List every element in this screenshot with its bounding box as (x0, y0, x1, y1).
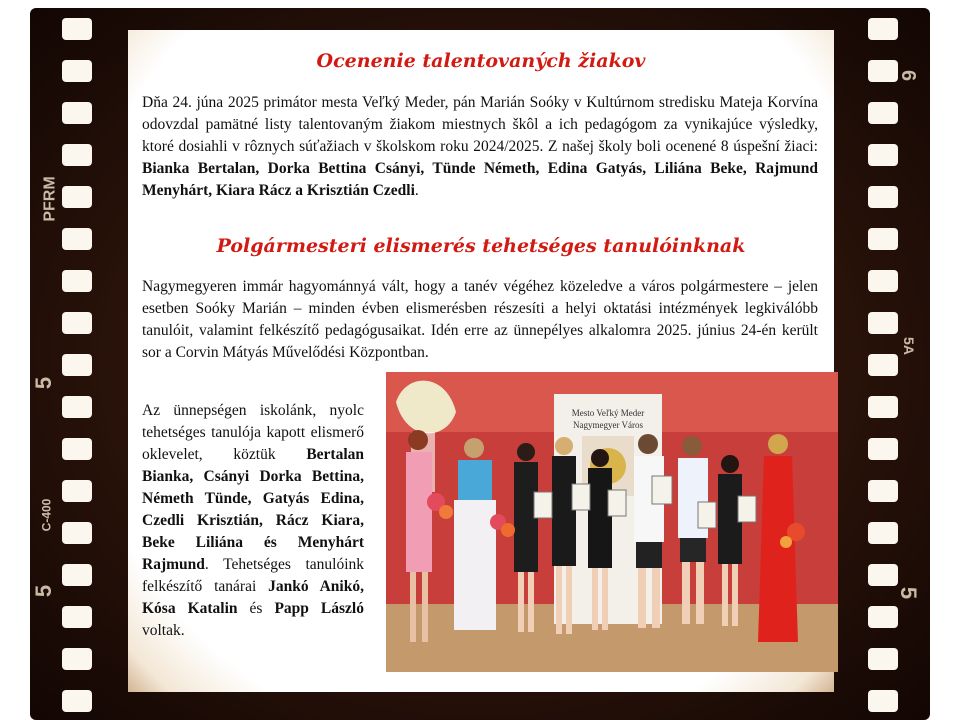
film-edge-left (30, 8, 120, 720)
sprocket-hole (868, 396, 898, 418)
slovak-student-names: Bianka Bertalan, Dorka Bettina Csányi, Tünde Németh, Edina Gatyás, Liliána Beke, Rajmund Menyhárt, Kiara Rácz a Krisztián Czedli (142, 160, 818, 199)
sprocket-hole (868, 690, 898, 712)
sprocket-hole (868, 354, 898, 376)
sprocket-hole (62, 396, 92, 418)
hungarian-side-paragraph (142, 400, 364, 642)
sprocket-hole (868, 522, 898, 544)
sprocket-hole (868, 18, 898, 40)
slovak-body-end: . (414, 182, 419, 199)
sprocket-hole (62, 480, 92, 502)
sprocket-hole (62, 144, 92, 166)
film-mark: C-400 (39, 498, 54, 532)
sprocket-hole (868, 438, 898, 460)
sprocket-hole (868, 228, 898, 250)
sprocket-hole (62, 690, 92, 712)
side-text: voltak. (142, 622, 185, 639)
sprocket-hole (868, 564, 898, 586)
sprocket-hole (62, 648, 92, 670)
hungarian-paragraph: Nagymegyeren immár hagyománnyá vált, hogy a tanév végéhez közeledve a város polgármestere – jelen esetben Soóky Marián – minden évben elismerésben részesíti a helyi oktatási intézmények legkiválóbb tanulóit, valamint felkészítő pedagógusaikat. Idén erre az ünnepélyes alkalomra 2025. június 24-én került sor a Corvin Mátyás Művelődési Központban. (142, 278, 818, 361)
sprocket-hole (62, 270, 92, 292)
sprocket-hole (62, 606, 92, 628)
sprocket-hole (868, 648, 898, 670)
sprocket-hole (62, 354, 92, 376)
sprocket-hole (62, 438, 92, 460)
film-mark: 5 (896, 586, 922, 600)
slovak-body-text: Dňa 24. júna 2025 primátor mesta Veľký Meder, pán Marián Soóky v Kultúrnom stredisku Mateja Korvína odovzdal pamätné listy talentovaným žiakom miestnych škôl a ich pedagógom za vynikajúce výsledky, ktoré dosiahli v rôznych súťažiach v školskom roku 2024/2025. Z našej školy boli ocenené 8 úspešní žiaci: (142, 94, 818, 155)
film-mark: 5A (900, 337, 917, 355)
sprocket-hole (62, 102, 92, 124)
banner-text-2: Nagymegyer Város (572, 420, 644, 430)
sprocket-hole (62, 228, 92, 250)
side-text: Az ünnepségen iskolánk, nyolc tehetséges tanulója kapott elismerő oklevelet, köztük (142, 402, 364, 463)
content-panel (128, 30, 834, 692)
sprocket-hole (868, 480, 898, 502)
sprocket-hole (868, 606, 898, 628)
sprocket-hole (868, 270, 898, 292)
slovak-title: Ocenenie talentovaných žiakov (316, 50, 646, 72)
film-mark: 5 (31, 376, 57, 390)
hungarian-title: Polgármesteri elismerés tehetséges tanulóinknak (216, 235, 746, 257)
person (454, 438, 496, 630)
side-text: és (237, 600, 275, 617)
sprocket-hole (62, 564, 92, 586)
sprocket-hole (868, 186, 898, 208)
slovak-paragraph (142, 92, 818, 202)
film-mark: 6 (897, 69, 920, 82)
sprocket-hole (868, 144, 898, 166)
teacher-name: Papp László (274, 600, 364, 617)
sprocket-hole (868, 60, 898, 82)
film-mark: 5 (31, 584, 57, 598)
sprocket-hole (62, 522, 92, 544)
film-mark: PFRM (41, 176, 59, 222)
banner-text-1: Mesto Veľký Meder (571, 408, 645, 418)
sprocket-hole (62, 18, 92, 40)
side-text: . Tehetséges tanulóink felkészítő tanárai (142, 556, 364, 595)
group-photo-illustration (386, 372, 838, 672)
sprocket-hole (868, 102, 898, 124)
film-edge-right (840, 8, 930, 720)
side-student-names: Bertalan Bianka, Csányi Dorka Bettina, Németh Tünde, Gatyás Edina, Czedli Krisztián, Rácz Kiara, Beke Liliána és Menyhárt Rajmund (142, 446, 364, 573)
teacher-names: Jankó Anikó, Kósa Katalin (142, 578, 364, 617)
sprocket-hole (868, 312, 898, 334)
sprocket-hole (62, 60, 92, 82)
group-photo (386, 372, 838, 672)
sprocket-hole (62, 186, 92, 208)
sprocket-hole (62, 312, 92, 334)
